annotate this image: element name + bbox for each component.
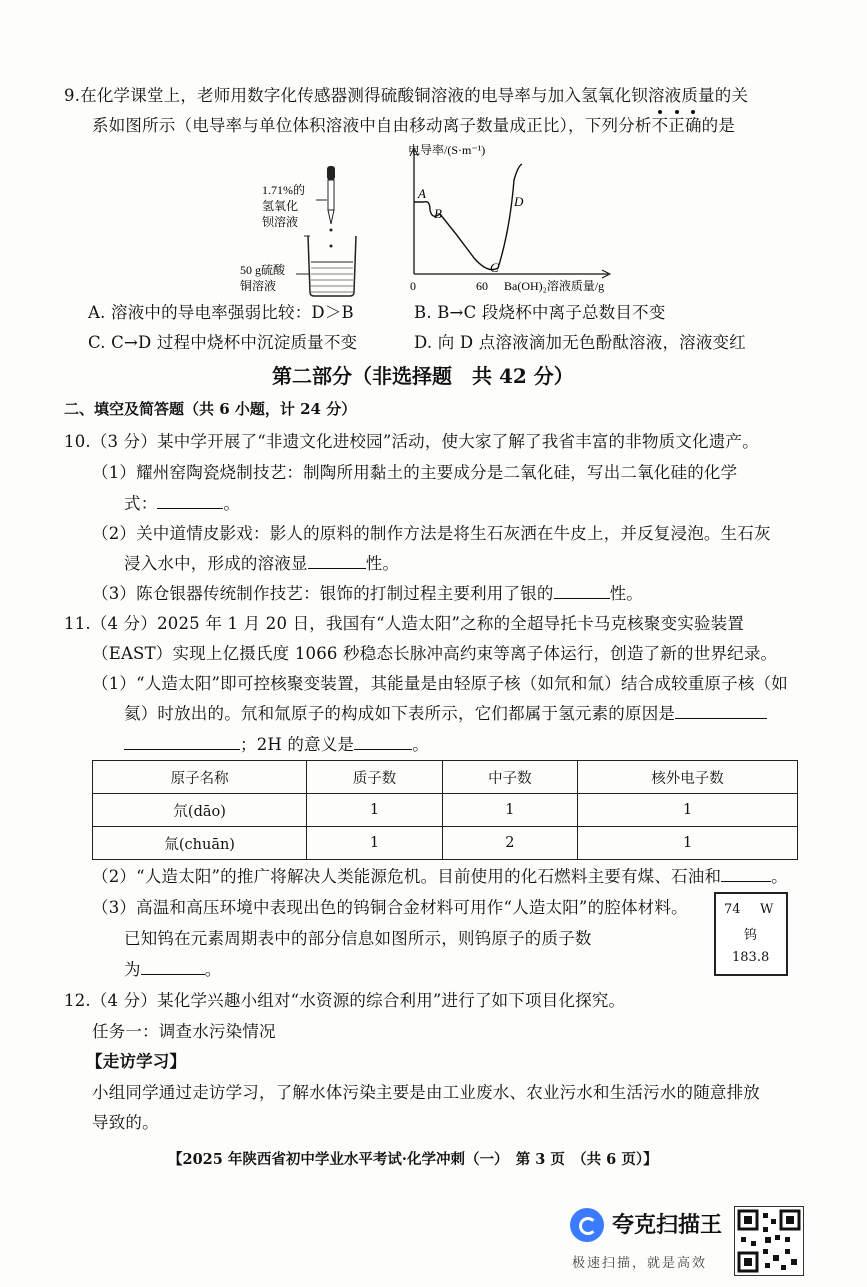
q10-part2-line2: 浸入水中，形成的溶液显 性。 xyxy=(124,554,400,573)
element-name: 钨 xyxy=(744,928,758,943)
element-symbol: W xyxy=(760,902,774,917)
q11-part3-line3: 为 。 xyxy=(124,960,222,979)
section-heading: 二、填空及简答题（共 6 小题，计 24 分） xyxy=(64,400,357,418)
curve-line xyxy=(414,164,522,270)
table-row xyxy=(93,827,798,860)
point-label-d: D xyxy=(514,194,524,209)
q12-heading: 【走访学习】 xyxy=(86,1052,187,1071)
table-row xyxy=(93,794,798,827)
tungsten-element-card xyxy=(714,892,788,976)
table-cell: 1 xyxy=(442,794,577,827)
q10-part1-line2: 式： 。 xyxy=(124,494,241,513)
page-footer: 【2025 年陕西省初中学业水平考试·化学冲刺（一） 第 3 页 （共 6 页）】 xyxy=(168,1151,658,1168)
qr-code-icon xyxy=(734,1206,804,1276)
q12-stem: 12.（4 分）某化学兴趣小组对“水资源的综合利用”进行了如下项目化探究。 xyxy=(64,991,626,1010)
table-cell: 1 xyxy=(578,827,798,860)
answer-blank[interactable] xyxy=(124,735,240,750)
brand-slogan: 极速扫描，就是高效 xyxy=(572,1256,708,1271)
brand-name: 夸克扫描王 xyxy=(612,1213,723,1238)
answer-blank[interactable] xyxy=(141,960,205,975)
table-header: 原子名称 xyxy=(93,761,307,794)
tick-60: 60 xyxy=(476,279,488,293)
q11-part1-line3: ；2H 的意义是 。 xyxy=(124,731,429,755)
conductivity-chart xyxy=(398,140,648,300)
chart-ylabel: 电导率/(S·m⁻¹) xyxy=(408,143,486,157)
q10-stem: 10.（3 分）某中学开展了“非遗文化进校园”活动，使大家了解了我省丰富的非物质文化遗产。 xyxy=(64,432,759,451)
scanner-logo-icon xyxy=(570,1208,604,1242)
q11-part1-line2: 氦）时放出的。氘和氚原子的构成如下表所示，它们都属于氢元素的原因是 xyxy=(124,700,767,724)
reagent-label-2: 氢氧化 xyxy=(262,199,299,213)
q11-part2: （2）“人造太阳”的推广将解决人类能源危机。目前使用的化石燃料主要有煤、石油和 。 xyxy=(92,867,788,886)
q9-stem-line1: 9.在化学课堂上，老师用数字化传感器测得硫酸铜溶液的电导率与加入氢氧化钡溶液质量的关 xyxy=(64,86,749,105)
table-cell: 氘(dāo) xyxy=(93,794,307,827)
atom-table xyxy=(92,760,798,860)
table-cell: 1 xyxy=(307,794,442,827)
q11-part3-line2: 已知钨在元素周期表中的部分信息如图所示，则钨原子的质子数 xyxy=(124,929,592,948)
emphasis-text: 不 正 确 xyxy=(652,116,702,135)
q9-option-c[interactable]: C. C→D 过程中烧杯中沉淀质量不变 xyxy=(88,333,358,352)
atomic-number: 74 xyxy=(724,902,741,917)
q9-option-a[interactable]: A. 溶液中的导电率强弱比较：D＞B xyxy=(88,303,354,322)
q9-option-b[interactable]: B. B→C 段烧杯中离子总数目不变 xyxy=(414,303,666,322)
table-cell: 2 xyxy=(442,827,577,860)
answer-blank[interactable] xyxy=(675,704,767,719)
apparatus-figure xyxy=(230,150,410,300)
table-header: 质子数 xyxy=(307,761,442,794)
dropper-icon xyxy=(316,166,335,224)
answer-blank[interactable] xyxy=(554,584,610,599)
reagent-label-4: 50 g硫酸 xyxy=(240,263,286,277)
answer-blank[interactable] xyxy=(354,735,412,750)
reagent-label-1: 1.71%的 xyxy=(262,183,305,197)
chart-xlabel: Ba(OH)₂溶液质量/g xyxy=(504,279,605,293)
q12-body-line2: 导致的。 xyxy=(92,1113,159,1132)
q10-part1-line1: （1）耀州窑陶瓷烧制技艺：制陶所用黏土的主要成分是二氧化硅，写出二氧化硅的化学 xyxy=(92,463,738,482)
part2-title: 第二部分（非选择题 共 42 分） xyxy=(272,364,574,388)
table-cell: 氚(chuān) xyxy=(93,827,307,860)
table-cell: 1 xyxy=(578,794,798,827)
q12-body-line1: 小组同学通过走访学习，了解水体污染主要是由工业废水、农业污水和生活污水的随意排放 xyxy=(92,1083,760,1102)
beaker-icon xyxy=(304,229,356,297)
table-header: 中子数 xyxy=(442,761,577,794)
table-header-row xyxy=(93,761,798,794)
answer-blank[interactable] xyxy=(308,554,366,569)
reagent-label-3: 钡溶液 xyxy=(262,215,299,229)
answer-blank[interactable] xyxy=(721,867,771,882)
q11-stem-line1: 11.（4 分）2025 年 1 月 20 日，我国有“人造太阳”之称的全超导托卡马克核聚变实验装置 xyxy=(64,614,745,633)
tick-origin: 0 xyxy=(410,279,416,293)
q9-stem-line2: 系如图所示（电导率与单位体积溶液中自由移动离子数量成正比），下列分析不 正 确 的是 xyxy=(92,112,735,136)
q12-task1: 任务一：调查水污染情况 xyxy=(92,1022,276,1041)
point-label-c: C xyxy=(490,260,499,275)
point-label-b: B xyxy=(434,206,442,221)
q9-option-d[interactable]: D. 向 D 点溶液滴加无色酚酞溶液，溶液变红 xyxy=(414,333,746,352)
reagent-label-5: 铜溶液 xyxy=(240,279,277,293)
q11-part3-line1: （3）高温和高压环境中表现出色的钨铜合金材料可用作“人造太阳”的腔体材料。 xyxy=(92,898,688,917)
q11-part1-line1: （1）“人造太阳”即可控核聚变装置，其能量是由轻原子核（如氘和氚）结合成较重原子核（如 xyxy=(92,674,788,693)
table-cell: 1 xyxy=(307,827,442,860)
q11-stem-line2: （EAST）实现上亿摄氏度 1066 秒稳态长脉冲高约束等离子体运行，创造了新的世界纪录。 xyxy=(92,644,778,663)
q10-part2-line1: （2）关中道情皮影戏：影人的原料的制作方法是将生石灰洒在牛皮上，并反复浸泡。生石灰 xyxy=(92,524,771,543)
table-header: 核外电子数 xyxy=(578,761,798,794)
point-label-a: A xyxy=(418,186,426,201)
atomic-mass: 183.8 xyxy=(732,950,770,965)
answer-blank[interactable] xyxy=(157,494,223,509)
q10-part3: （3）陈仓银器传统制作技艺：银饰的打制过程主要利用了银的 性。 xyxy=(92,584,644,603)
